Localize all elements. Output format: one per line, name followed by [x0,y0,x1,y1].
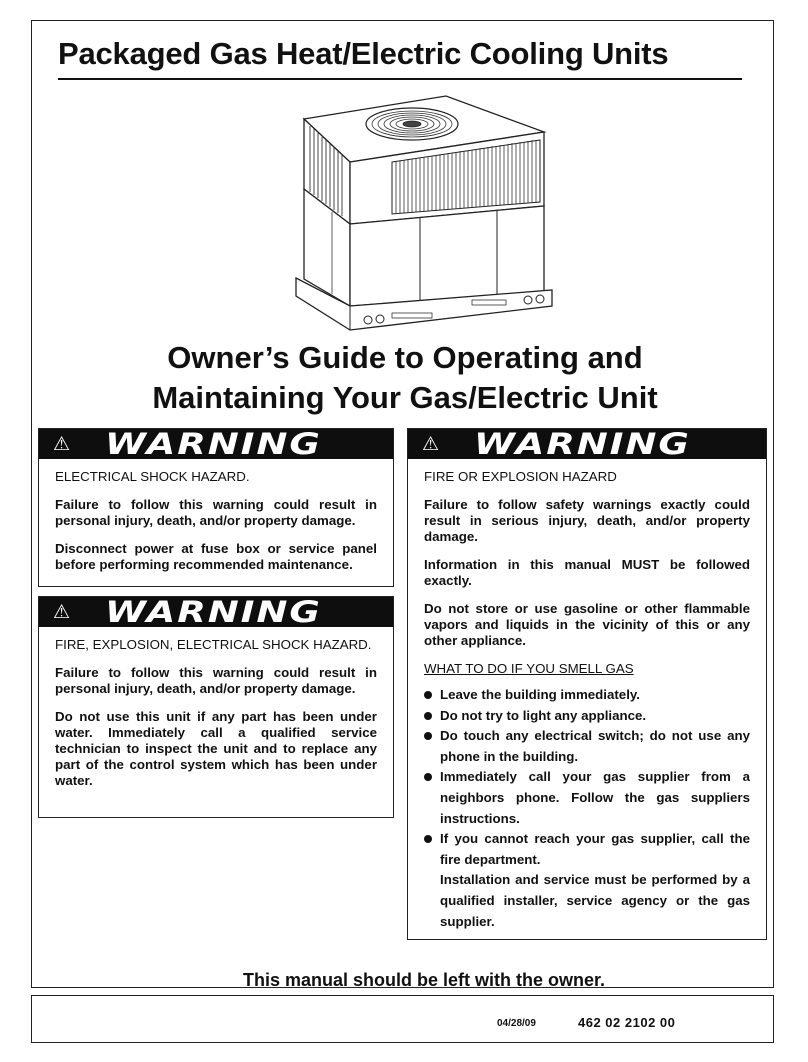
bullet-icon [424,773,432,781]
revision-date: 04/28/09 [497,1018,536,1029]
list-item: If you cannot reach your gas supplier, call the fire department. [424,829,750,870]
subtitle-line-1: Owner’s Guide to Operating and [167,340,643,375]
warning-fire-explosion-box [407,428,767,940]
bullet-icon [424,835,432,843]
list-item: Do not try to light any appliance. [424,706,750,727]
hazard-title: FIRE, EXPLOSION, ELECTRICAL SHOCK HAZARD. [55,637,372,652]
bullet-icon [424,732,432,740]
owner-note: This manual should be left with the owner. [242,970,606,990]
warning-paragraph: Failure to follow safety warnings exactly could result in serious injury, death, and/or property damage. [424,497,750,544]
subtitle-line-2: Maintaining Your Gas/Electric Unit [152,380,658,415]
warning-content [39,459,393,573]
warning-triangle-icon: ⚠ [53,602,71,623]
warning-paragraph: Failure to follow this warning could result in personal injury, death, and/or property damage. [55,497,377,528]
warning-banner [39,429,393,459]
warning-paragraph: Do not store or use gasoline or other flammable vapors and liquids in the vicinity of this or any other appliance. [424,601,750,648]
bullet-icon [424,691,432,699]
guide-subtitle [60,338,750,418]
warning-electrical-box [38,428,394,587]
warning-banner [39,597,393,627]
hazard-title: ELECTRICAL SHOCK HAZARD. [55,469,250,484]
list-item: Leave the building immediately. [424,685,750,706]
unit-front-lower [350,206,544,306]
warning-fire-shock-box [38,596,394,818]
warning-content [39,627,393,789]
warning-banner [408,429,766,459]
warning-label: WARNING [474,427,691,461]
warning-label: WARNING [105,427,322,461]
part-number: 462 02 2102 00 [578,1015,676,1030]
warning-paragraph: Disconnect power at fuse box or service panel before performing recommended maintenance. [55,541,377,572]
warning-content [408,459,766,932]
warning-paragraph: Information in this manual MUST be followed exactly. [424,557,750,588]
document-title: Packaged Gas Heat/Electric Cooling Units [58,36,669,71]
closing-note: Installation and service must be performed by a qualified installer, service agency or the gas supplier. [440,872,750,929]
bullet-icon [424,712,432,720]
warning-triangle-icon: ⚠ [53,434,71,455]
title-rule [58,78,742,80]
list-item: Immediately call your gas supplier from a neighbors phone. Follow the gas suppliers instructions. [424,767,750,829]
unit-illustration [292,94,556,342]
list-item: Do touch any electrical switch; do not use any phone in the building. [424,726,750,767]
warning-triangle-icon: ⚠ [422,434,440,455]
hazard-title: FIRE OR EXPLOSION HAZARD [424,469,617,484]
smell-gas-heading: WHAT TO DO IF YOU SMELL GAS [424,661,634,676]
warning-paragraph: Failure to follow this warning could result in personal injury, death, and/or property damage. [55,665,377,696]
gas-steps-list [424,685,750,932]
warning-paragraph: Do not use this unit if any part has been under water. Immediately call a qualified service technician to inspect the unit and to replace any part of the control system which has been under water. [55,709,377,788]
warning-label: WARNING [105,595,322,629]
